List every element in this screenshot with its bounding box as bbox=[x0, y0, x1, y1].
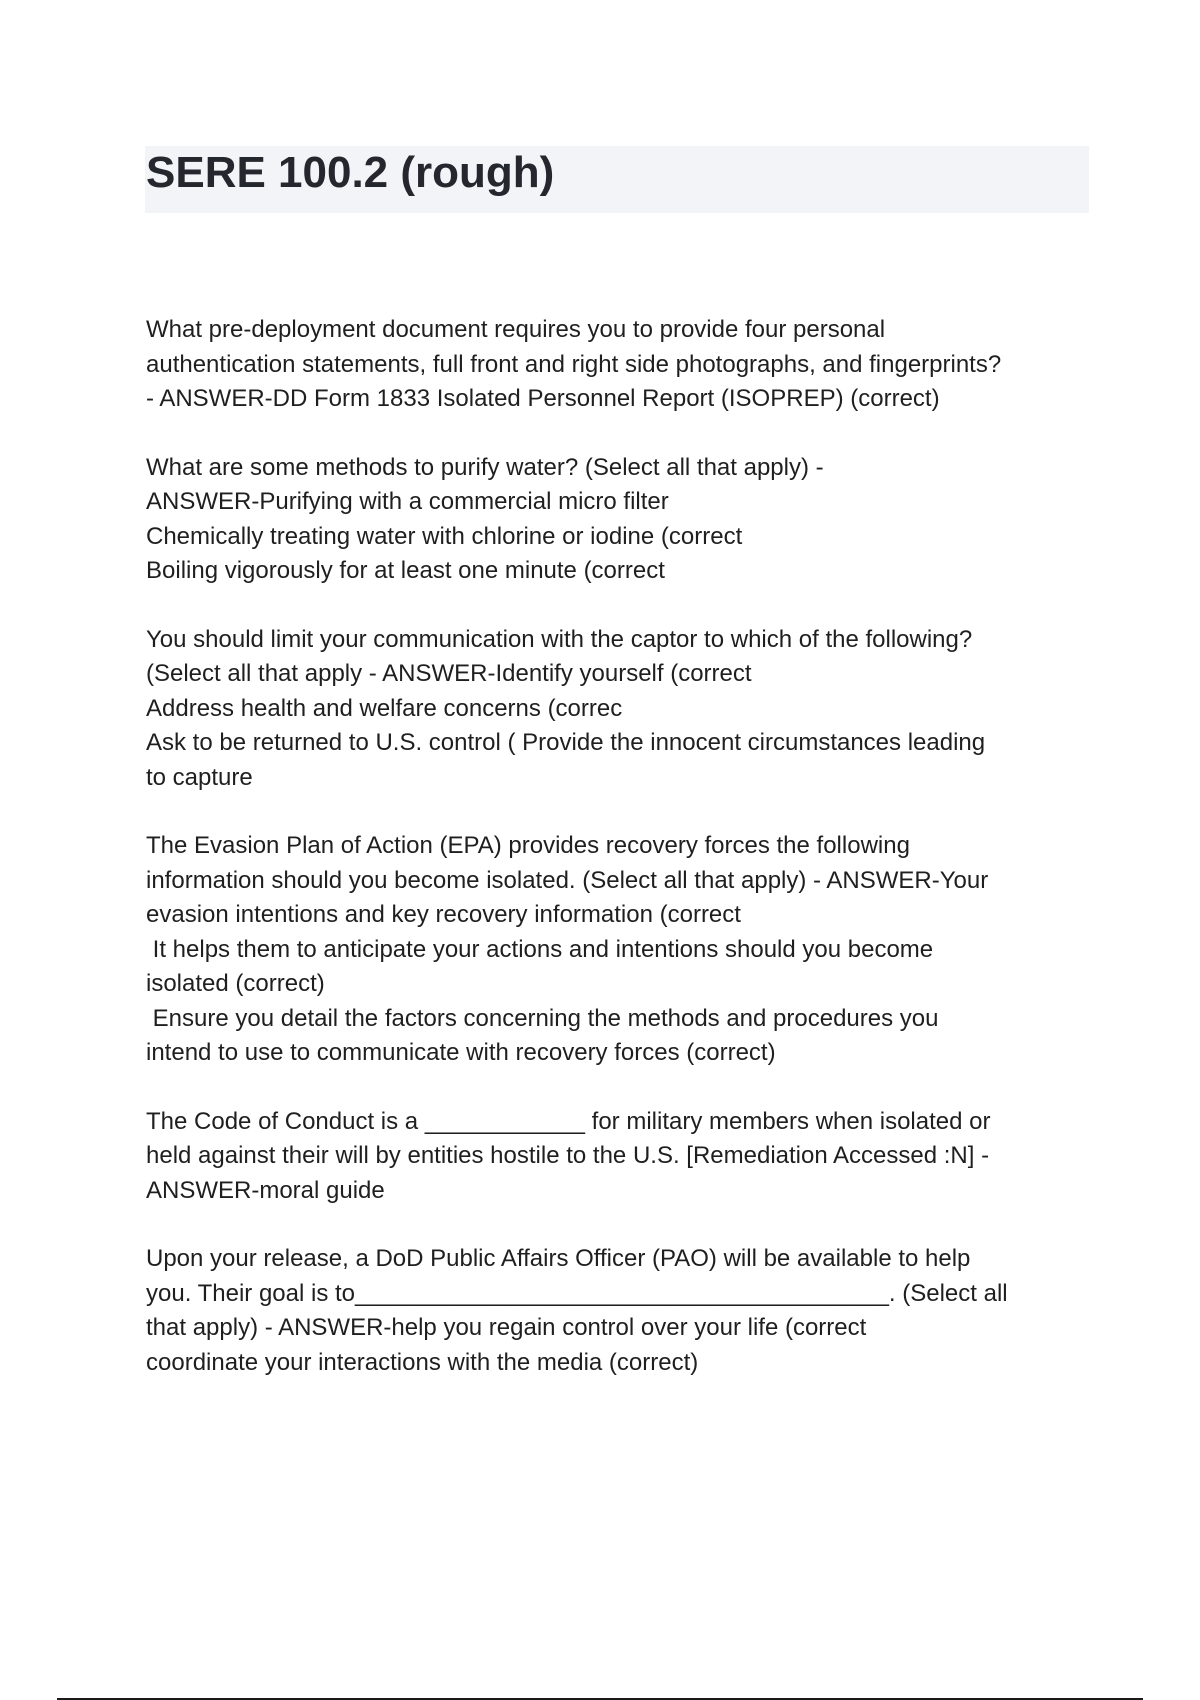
qa-block-captor-communication bbox=[146, 623, 1096, 796]
text-line: Ask to be returned to U.S. control ( Provide the innocent circumstances leading bbox=[146, 729, 986, 756]
text-line: isolated (correct) bbox=[146, 970, 325, 997]
text-line: - ANSWER-DD Form 1833 Isolated Personnel Report (ISOPREP) (correct) bbox=[146, 385, 940, 412]
text-line: The Evasion Plan of Action (EPA) provides recovery forces the following bbox=[146, 832, 910, 859]
text-line: What are some methods to purify water? (Select all that apply) - bbox=[146, 453, 824, 481]
text-line: Upon your release, a DoD Public Affairs Officer (PAO) will be available to help bbox=[146, 1245, 971, 1272]
text-line: ANSWER-moral guide bbox=[146, 1176, 385, 1204]
text-line: Ensure you detail the factors concerning the methods and procedures you bbox=[146, 1004, 939, 1032]
text-line: (Select all that apply - ANSWER-Identify yourself (correct bbox=[146, 660, 752, 687]
qa-block-public-affairs bbox=[146, 1242, 1096, 1380]
text-line: information should you become isolated. (Select all that apply) - ANSWER-Your bbox=[146, 866, 989, 894]
document-title: SERE 100.2 (rough) bbox=[146, 148, 555, 197]
qa-block-evasion-plan bbox=[146, 829, 1096, 1071]
text-line: you. Their goal is to________________________________________. (Select all bbox=[146, 1279, 1008, 1307]
document-body bbox=[146, 313, 1096, 1414]
text-line: What pre-deployment document requires you to provide four personal bbox=[146, 316, 886, 343]
text-line: evasion intentions and key recovery information (correct bbox=[146, 901, 741, 928]
qa-block-purify-water bbox=[146, 451, 1096, 589]
text-line: The Code of Conduct is a ____________ for military members when isolated or bbox=[146, 1107, 991, 1135]
text-line: authentication statements, full front and right side photographs, and fingerprints? bbox=[146, 350, 1002, 378]
text-line: held against their will by entities hostile to the U.S. [Remediation Accessed :N] - bbox=[146, 1142, 990, 1169]
text-line: ANSWER-Purifying with a commercial micro filter bbox=[146, 488, 669, 515]
text-line: You should limit your communication with the captor to which of the following? bbox=[146, 625, 973, 653]
text-line: to capture bbox=[146, 763, 253, 791]
text-line: Boiling vigorously for at least one minute (correct bbox=[146, 557, 665, 584]
text-line: Address health and welfare concerns (correc bbox=[146, 694, 623, 722]
text-line: intend to use to communicate with recovery forces (correct) bbox=[146, 1039, 776, 1066]
qa-block-isoprep bbox=[146, 313, 1096, 417]
text-line: that apply) - ANSWER-help you regain control over your life (correct bbox=[146, 1314, 867, 1341]
text-line: Chemically treating water with chlorine or iodine (correct bbox=[146, 522, 743, 550]
text-line: It helps them to anticipate your actions and intentions should you become bbox=[146, 935, 934, 963]
text-line: coordinate your interactions with the media (correct) bbox=[146, 1348, 699, 1376]
qa-block-code-of-conduct bbox=[146, 1105, 1096, 1209]
